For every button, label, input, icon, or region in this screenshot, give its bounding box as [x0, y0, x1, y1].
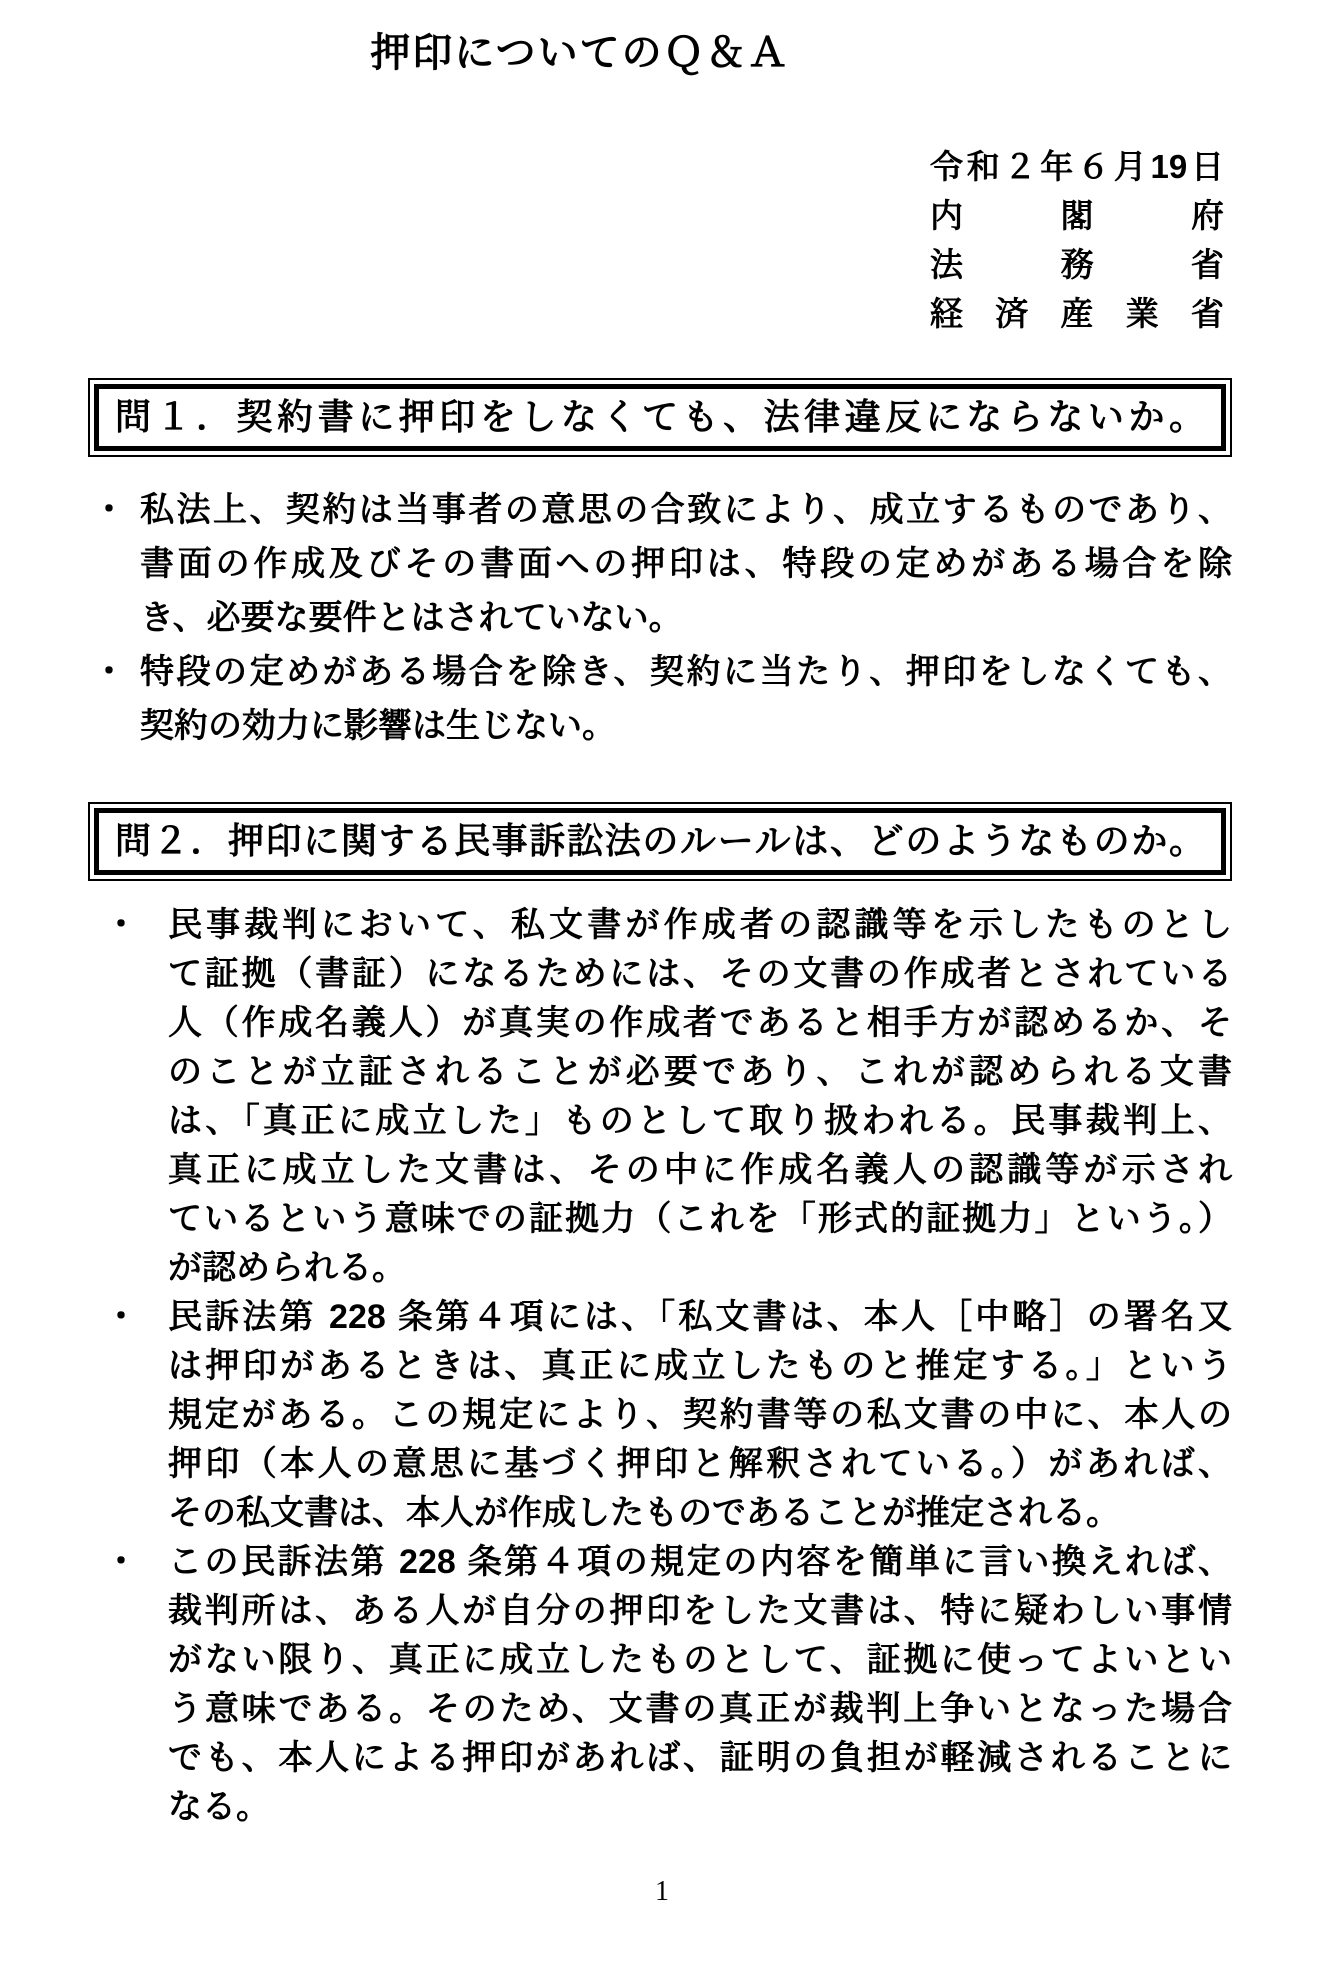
bullet-icon: ・ — [104, 1298, 138, 1336]
issuer-block — [930, 142, 1224, 338]
issuer-char: 19 — [1150, 148, 1188, 185]
issuer-char: 業 — [1125, 295, 1159, 332]
bullet-icon: ・ — [104, 906, 138, 944]
answer-line: ているという意味での証拠力（これを「形式的証拠力」という。） — [168, 1200, 1232, 1238]
answer-line: て証拠（書証）になるためには、その文書の作成者とされている — [168, 955, 1232, 993]
issuer-char: 日 — [1190, 148, 1224, 185]
bullet-icon: ・ — [92, 491, 126, 529]
answer-text — [168, 1293, 1232, 1538]
answer-item — [88, 483, 1232, 645]
answer-text — [140, 645, 1232, 753]
issuer-char: ２ — [1003, 148, 1037, 185]
answer-line: が認められる。 — [168, 1249, 406, 1287]
answer-line: は、「真正に成立した」ものとして取り扱われる。民事裁判上、 — [168, 1102, 1232, 1140]
issuer-char: 済 — [995, 295, 1029, 332]
answer-line: 民訴法第 228 条第４項には、「私文書は、本人［中略］の署名又 — [168, 1298, 1232, 1336]
issuer-char: 月 — [1113, 148, 1147, 185]
question-2-box — [88, 802, 1232, 881]
answer-line: 特段の定めがある場合を除き、契約に当たり、押印をしなくても、 — [140, 653, 1232, 691]
issue-date — [930, 142, 1224, 191]
question-2-heading: 問２．押印に関する民事訴訟法のルールは、どのようなものか。 — [94, 808, 1226, 875]
answer-line: 私法上、契約は当事者の意思の合致により、成立するものであり、 — [140, 491, 1232, 529]
issuer-char: ６ — [1077, 148, 1110, 185]
answer-text — [140, 483, 1232, 645]
issuer-cabinet-office — [930, 191, 1224, 240]
answer-line: 真正に成立した文書は、その中に作成名義人の認識等が示され — [168, 1151, 1232, 1189]
issuer-char: 法 — [930, 246, 963, 283]
answer-item — [88, 1538, 1232, 1832]
issuer-ministry-of-economy — [930, 289, 1224, 338]
answer-line: 規定がある。この規定により、契約書等の私文書の中に、本人の — [168, 1396, 1232, 1434]
issuer-char: 令 — [930, 148, 963, 185]
issuer-ministry-of-justice — [930, 240, 1224, 289]
issuer-char: 年 — [1040, 148, 1074, 185]
answer-line: う意味である。そのため、文書の真正が裁判上争いとなった場合 — [168, 1690, 1232, 1728]
answer-text — [168, 1538, 1232, 1832]
issuer-char: 省 — [1191, 295, 1224, 332]
answer-line: 民事裁判において、私文書が作成者の認識等を示したものとし — [168, 906, 1232, 944]
answer-line: 裁判所は、ある人が自分の押印をした文書は、特に疑わしい事情 — [168, 1592, 1232, 1630]
question-1-box — [88, 378, 1232, 457]
issuer-char: 和 — [966, 148, 1000, 185]
answer-line: は押印があるときは、真正に成立したものと推定する。」という — [168, 1347, 1232, 1385]
answer-text — [168, 901, 1232, 1293]
answer-line: 契約の効力に影響は生じない。 — [140, 707, 616, 745]
question-2-answers — [88, 901, 1232, 1832]
answer-item — [88, 1293, 1232, 1538]
answer-line: き、必要な要件とはされていない。 — [140, 599, 683, 637]
answer-line: 押印（本人の意思に基づく押印と解釈されている。）があれば、 — [168, 1445, 1232, 1483]
answer-line: その私文書は、本人が作成したものであることが推定される。 — [168, 1494, 1120, 1532]
page-number: 1 — [655, 1876, 669, 1907]
answer-line: 人（作成名義人）が真実の作成者であると相手方が認めるか、そ — [168, 1004, 1232, 1042]
answer-item — [88, 901, 1232, 1293]
answer-line: 書面の作成及びその書面への押印は、特段の定めがある場合を除 — [140, 545, 1232, 583]
issuer-char: 閣 — [1060, 197, 1094, 234]
bullet-icon: ・ — [104, 1543, 138, 1581]
answer-line: のことが立証されることが必要であり、これが認められる文書 — [168, 1053, 1232, 1091]
page-title: 押印についてのＱ＆Ａ — [370, 31, 790, 75]
issuer-char: 内 — [930, 197, 963, 234]
issuer-char: 省 — [1191, 246, 1224, 283]
issuer-char: 経 — [930, 295, 963, 332]
answer-line: でも、本人による押印があれば、証明の負担が軽減されることに — [168, 1739, 1232, 1777]
question-1-answers — [88, 483, 1232, 753]
answer-line: この民訴法第 228 条第４項の規定の内容を簡単に言い換えれば、 — [168, 1543, 1232, 1581]
question-1-heading: 問１．契約書に押印をしなくても、法律違反にならないか。 — [94, 384, 1226, 451]
issuer-char: 務 — [1060, 246, 1094, 283]
answer-line: がない限り、真正に成立したものとして、証拠に使ってよいとい — [168, 1641, 1232, 1679]
answer-item — [88, 645, 1232, 753]
answer-line: なる。 — [168, 1788, 270, 1826]
issuer-char: 産 — [1060, 295, 1094, 332]
bullet-icon: ・ — [92, 653, 126, 691]
issuer-char: 府 — [1191, 197, 1224, 234]
